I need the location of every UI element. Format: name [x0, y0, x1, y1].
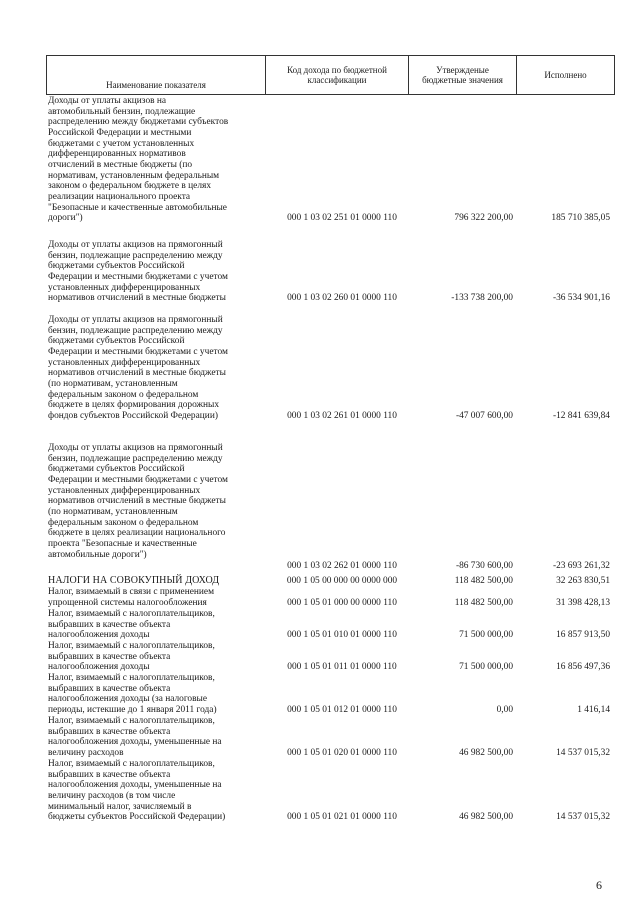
page-number: 6 [596, 878, 602, 892]
row-code: 000 1 05 01 012 01 0000 110 [287, 705, 397, 715]
header-executed: Исполнено [516, 56, 614, 94]
row-code: 000 1 05 01 000 00 0000 110 [287, 598, 397, 608]
row-executed: 1 416,14 [577, 705, 610, 715]
row-executed: 16 857 913,50 [556, 630, 610, 640]
row-code: 000 1 03 02 251 01 0000 110 [287, 213, 397, 223]
row-name: Доходы от уплаты акцизов на прямогонный бензин, подлежащие распределению между бюджетами субъектов Российской Федерации и местными бюджетами с учетом установленных дифференцированных нормативов отчислений в местные бюджеты [48, 240, 228, 304]
header-code: Код дохода по бюджетной классификации [265, 56, 408, 94]
row-name: Налог, взимаемый с налогоплательщиков, выбравших в качестве объекта налогообложения доходы (за налоговые периоды, истекшие до 1 января 2011 года) [48, 673, 217, 715]
row-approved: -47 007 600,00 [455, 411, 513, 421]
row-approved: 71 500 000,00 [459, 630, 513, 640]
row-name: Налог, взимаемый с налогоплательщиков, выбравших в качестве объекта налогообложения доходы [48, 609, 215, 641]
row-approved: 46 982 500,00 [459, 812, 513, 822]
row-executed: 185 710 385,05 [551, 213, 610, 223]
row-approved: 71 500 000,00 [459, 662, 513, 672]
row-approved: -86 730 600,00 [455, 561, 513, 571]
row-approved: 118 482 500,00 [454, 598, 513, 608]
row-approved: -133 738 200,00 [451, 293, 513, 303]
row-code: 000 1 05 00 000 00 0000 000 [286, 576, 398, 586]
header-name: Наименование показателя [106, 80, 206, 90]
row-approved: 0,00 [496, 705, 513, 715]
row-code: 000 1 03 02 260 01 0000 110 [287, 293, 397, 303]
row-code: 000 1 05 01 021 01 0000 110 [287, 812, 397, 822]
row-executed: -36 534 901,16 [552, 293, 610, 303]
row-name: Налог, взимаемый с налогоплательщиков, выбравших в качестве объекта налогообложения доходы [48, 641, 215, 673]
row-code: 000 1 05 01 011 01 0000 110 [287, 662, 397, 672]
row-executed: 16 856 497,36 [556, 662, 610, 672]
row-code: 000 1 05 01 020 01 0000 110 [287, 748, 397, 758]
row-name: Налог, взимаемый с налогоплательщиков, выбравших в качестве объекта налогообложения доходы, уменьшенные на величину расходов (в том числе минимальный налог, зачисляемый в бюджеты субъектов Российской Федерации) [48, 759, 226, 823]
row-approved: 796 322 200,00 [454, 213, 513, 223]
row-name: Доходы от уплаты акцизов на прямогонный бензин, подлежащие распределению между бюджетами субъектов Российской Федерации и местными бюджетами с учетом установленных дифференцированных нормативов отчислений в местные бюджеты (по нормативам, установленным федеральным законом о федеральном бюджете в целях формирования дорожных фондов субъектов Российской Федерации) [48, 315, 228, 421]
row-executed: 32 263 830,51 [556, 576, 610, 586]
row-name: Налог, взимаемый в связи с применением упрощенной системы налогообложения [48, 587, 215, 608]
row-executed: 31 398 428,13 [556, 598, 610, 608]
row-executed: 14 537 015,32 [556, 748, 610, 758]
row-approved: 118 482 500,00 [454, 576, 513, 586]
row-executed: -23 693 261,32 [552, 561, 610, 571]
row-code: 000 1 05 01 010 01 0000 110 [287, 630, 397, 640]
row-code: 000 1 03 02 261 01 0000 110 [287, 411, 397, 421]
row-code: 000 1 03 02 262 01 0000 110 [287, 561, 397, 571]
row-name: Доходы от уплаты акцизов на прямогонный бензин, подлежащие распределению между бюджетами субъектов Российской Федерации и местными бюджетами с учетом установленных дифференцированных нормативов отчислений в местные бюджеты (по нормативам, установленным федеральным законом о федеральном бюджете в целях реализации национального проекта "Безопасные и качественные автомобильные дороги") [48, 443, 228, 560]
row-executed: -12 841 639,84 [552, 411, 610, 421]
row-name: Доходы от уплаты акцизов на автомобильный бензин, подлежащие распределению между бюджетами субъектов Российской Федерации и местными бюджетами с учетом установленных дифференцированных нормативов отчислений в местные бюджеты (по нормативам, установленным федеральным законом о федеральном бюджете в целях реализации национального проекта "Безопасные и качественные автомобильные дороги") [48, 96, 229, 224]
header-approved: Утвержденые бюджетные значения [408, 56, 516, 94]
row-name: Налог, взимаемый с налогоплательщиков, выбравших в качестве объекта налогообложения доходы, уменьшенные на величину расходов [48, 716, 222, 758]
row-executed: 14 537 015,32 [556, 812, 610, 822]
row-approved: 46 982 500,00 [459, 748, 513, 758]
row-name: НАЛОГИ НА СОВОКУПНЫЙ ДОХОД [48, 575, 220, 586]
